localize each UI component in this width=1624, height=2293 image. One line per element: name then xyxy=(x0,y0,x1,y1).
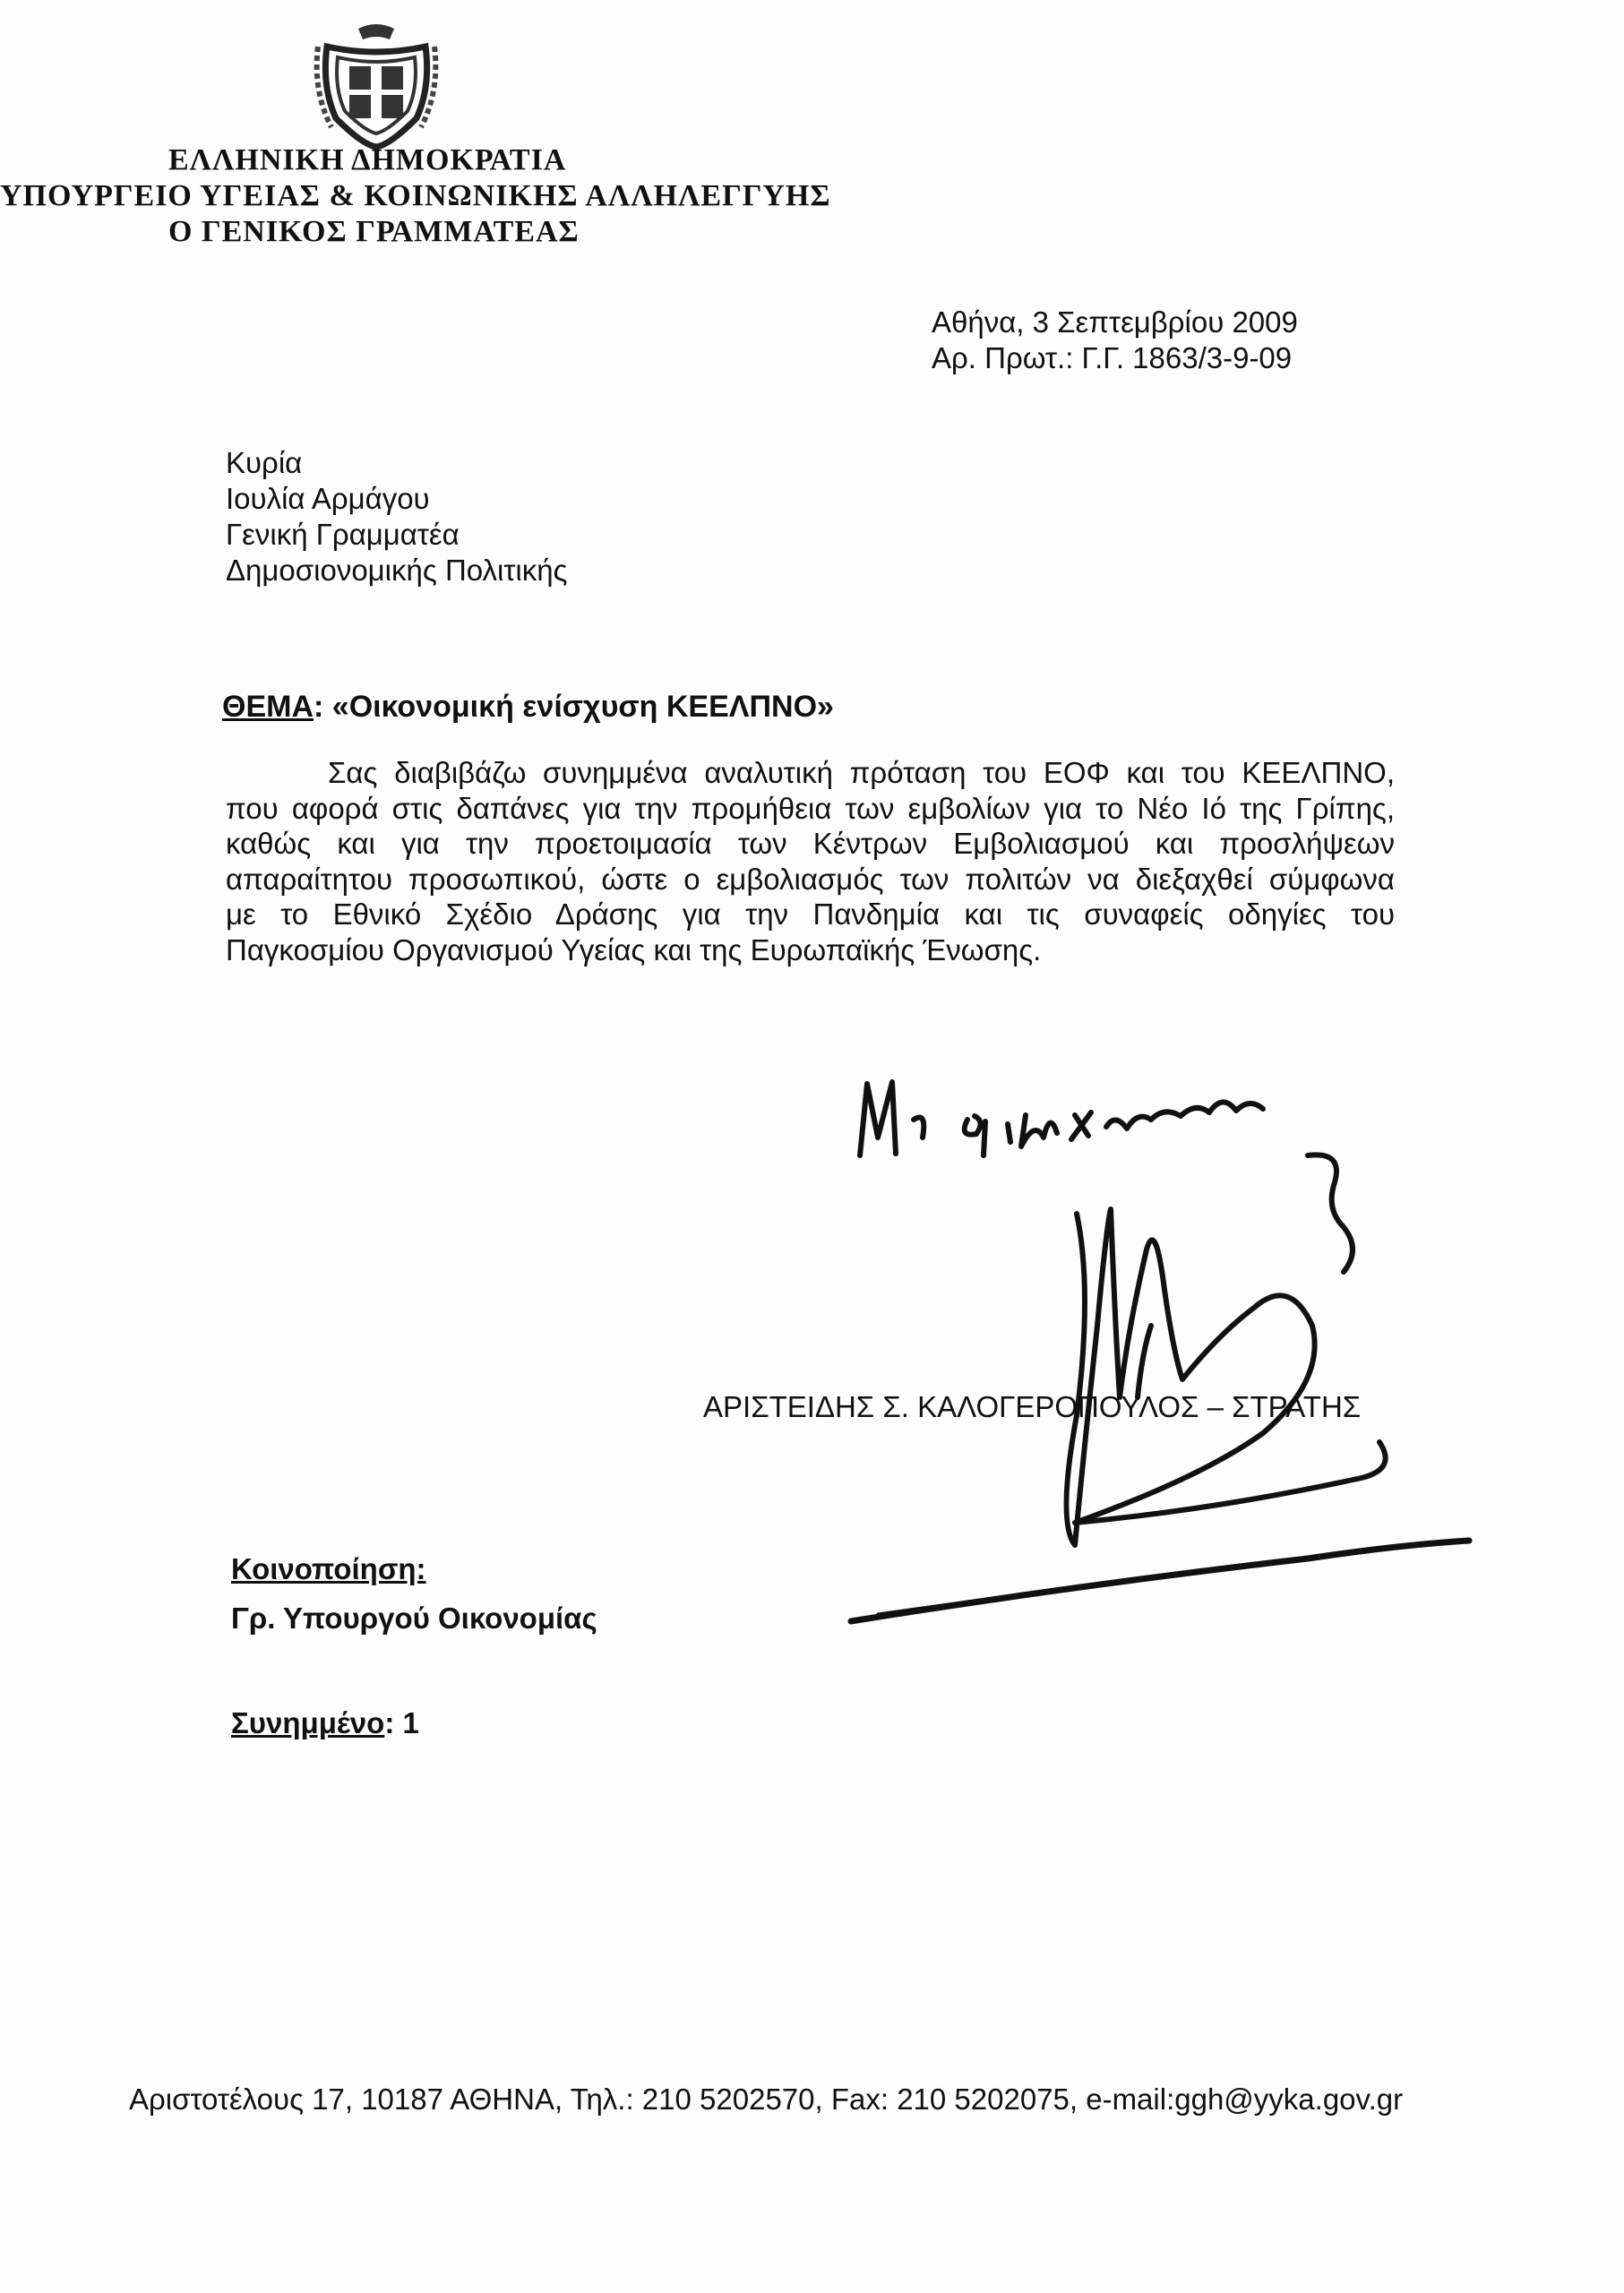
letter-date: Αθήνα, 3 Σεπτεμβρίου 2009 xyxy=(932,305,1298,339)
body-line: που αφορά στις δαπάνες για την προμήθεια των εμβολίων για το Νέο Ιό της Γρίπης, xyxy=(226,791,1395,825)
footer-address: Αριστοτέλους 17, 10187 ΑΘΗΝΑ, Τηλ.: 210 5202570, Fax: 210 5202075, e-mail:ggh@yyka.gov.gr xyxy=(129,2083,1404,2116)
body-line: Σας διαβιβάζω συνημμένα αναλυτική πρόταση του ΕΟΦ και του ΚΕΕΛΠΝΟ, xyxy=(328,756,1395,789)
attachment-count: 1 xyxy=(402,1706,419,1739)
attachment-line: Συνημμένο: 1 xyxy=(231,1706,419,1739)
letter-body xyxy=(226,755,1395,967)
protocol-number: Αρ. Πρωτ.: Γ.Γ. 1863/3-9-09 xyxy=(932,341,1293,374)
signer-name: ΑΡΙΣΤΕΙΔΗΣ Σ. ΚΑΛΟΓΕΡΟΠΟΥΛΟΣ – ΣΤΡΑΤΗΣ xyxy=(703,1390,1362,1423)
header-office: Ο ΓΕΝΙΚΟΣ ΓΡΑΜΜΑΤΕΑΣ xyxy=(168,215,580,248)
notification-label: Κοινοποίηση: xyxy=(231,1552,426,1585)
recipient-department: Δημοσιονομικής Πολιτικής xyxy=(226,554,568,587)
subject-label: ΘΕΜΑ xyxy=(222,690,314,724)
date-block xyxy=(932,305,1298,376)
subject-text: «Οικονομική ενίσχυση ΚΕΕΛΠΝΟ» xyxy=(331,690,834,724)
recipient-position: Γενική Γραμματέα xyxy=(226,518,460,551)
header-ministry: ΥΠΟΥΡΓΕΙΟ ΥΓΕΙΑΣ & ΚΟΙΝΩΝΙΚΗΣ ΑΛΛΗΛΕΓΓΥΗΣ xyxy=(0,179,831,212)
attachment-label: Συνημμένο xyxy=(231,1706,385,1739)
notification-recipient: Γρ. Υπουργού Οικονομίας xyxy=(231,1602,597,1635)
body-line: με το Εθνικό Σχέδιο Δράσης για την Πανδημία και τις συναφείς οδηγίες του xyxy=(226,897,1395,931)
body-line: Παγκοσμίου Οργανισμού Υγείας και της Ευρωπαϊκής Ένωσης. xyxy=(226,932,1042,966)
header-country: ΕΛΛΗΝΙΚΗ ΔΗΜΟΚΡΑΤΙΑ xyxy=(168,143,567,176)
recipient-title: Κυρία xyxy=(226,446,303,479)
greek-republic-emblem-icon xyxy=(309,20,443,150)
handwritten-signature-icon xyxy=(842,1057,1523,1639)
recipient-block xyxy=(226,445,567,588)
recipient-name: Ιουλία Αρμάγου xyxy=(226,482,430,515)
subject-line: ΘΕΜΑ: «Οικονομική ενίσχυση ΚΕΕΛΠΝΟ» xyxy=(222,690,834,724)
body-line: απαραίτητου προσωπικού, ώστε ο εμβολιασμός των πολιτών να διεξαχθεί σύμφωνα xyxy=(226,862,1395,896)
body-line: καθώς και για την προετοιμασία των Κέντρων Εμβολιασμού και προσλήψεων xyxy=(226,827,1395,860)
